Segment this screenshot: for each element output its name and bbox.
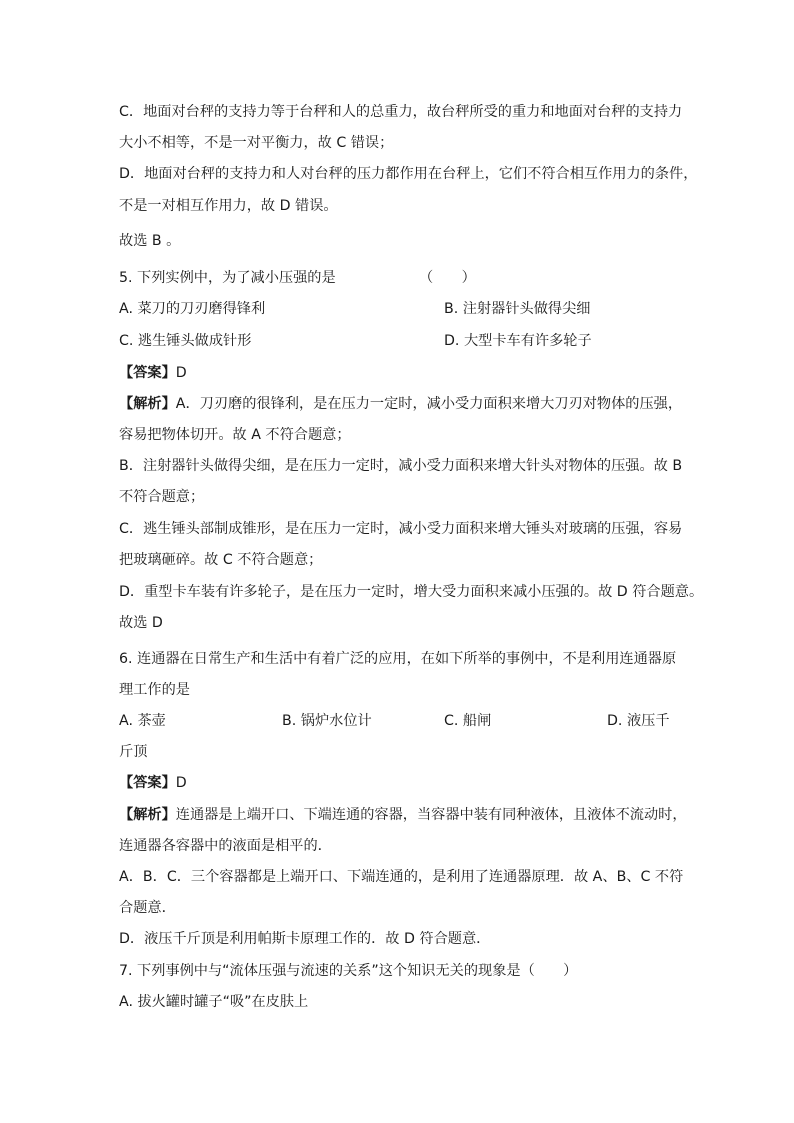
q4-analysis-c: C．地面对台秤的支持力等于台秤和人的总重力，故台秤所受的重力和地面对台秤的支持力 [119, 104, 683, 120]
q5-analysis-line: 容易把物体切开。故 A 不符合题意； [119, 427, 351, 443]
analysis-label: 【解析】 [119, 396, 176, 412]
q6-option-c: C. 船闸 [444, 713, 492, 729]
q5-answer [119, 364, 187, 382]
q4-analysis-d-cont: 不是一对相互作用力，故 D 错误。 [119, 198, 338, 214]
q6-analysis-line: D．液压千斤顶是利用帕斯卡原理工作的．故 D 符合题意． [119, 931, 491, 947]
q6-option-d: D. 液压千 [607, 713, 670, 729]
q5-option-a: A. 菜刀的刀刃磨得锋利 [119, 301, 266, 317]
q6-analysis-line [119, 806, 687, 824]
q5-analysis-line [119, 395, 682, 413]
q6-answer [119, 774, 187, 792]
q6-option-d-cont: 斤顶 [119, 744, 148, 760]
q5-analysis-line: 不符合题意； [119, 489, 205, 505]
answer-value: D [175, 775, 187, 791]
q5-option-c: C. 逃生锤头做成针形 [119, 333, 252, 349]
q4-conclusion: 故选 B 。 [119, 233, 181, 249]
answer-label: 【答案】 [119, 775, 176, 791]
answer-label: 【答案】 [119, 365, 176, 381]
q5-answer-paren: （ ） [419, 270, 476, 286]
q6-analysis-line: 合题意． [119, 900, 176, 916]
q6-question-cont: 理工作的是 [119, 682, 190, 698]
q6-option-b: B. 锅炉水位计 [282, 713, 372, 729]
q6-analysis-line: 连通器各容器中的液面是相平的． [119, 838, 332, 854]
q5-option-d: D. 大型卡车有许多轮子 [444, 333, 592, 349]
q7-question: 7. 下列事例中与“流体压强与流速的关系”这个知识无关的现象是（ ） [119, 963, 578, 979]
q5-conclusion: 故选 D [119, 615, 163, 631]
analysis-label: 【解析】 [119, 807, 176, 823]
q5-option-b: B. 注射器针头做得尖细 [444, 301, 591, 317]
q5-analysis-line: 把玻璃砸碎。故 C 不符合题意； [119, 552, 323, 568]
q6-option-a: A. 茶壶 [119, 713, 166, 729]
q4-analysis-c-cont: 大小不相等，不是一对平衡力，故 C 错误； [119, 135, 394, 151]
q5-analysis-line: D．重型卡车装有许多轮子，是在压力一定时，增大受力面积来减小压强的。故 D 符合题意。 [119, 584, 704, 600]
analysis-text: 连通器是上端开口、下端连通的容器，当容器中装有同种液体，且液体不流动时， [175, 807, 687, 823]
q5-analysis-line: C．逃生锤头部制成锥形，是在压力一定时，减小受力面积来增大锤头对玻璃的压强，容易 [119, 521, 683, 537]
analysis-text: A．刀刃磨的很锋利，是在压力一定时，减小受力面积来增大刀刃对物体的压强， [175, 396, 683, 412]
q6-analysis-line: A．B．C．三个容器都是上端开口、下端连通的，是利用了连通器原理．故 A、B、C 不符 [119, 869, 684, 885]
q7-option-a: A. 拔火罐时罐子“吸”在皮肤上 [119, 994, 309, 1010]
q5-analysis-line: B．注射器针头做得尖细，是在压力一定时，减小受力面积来增大针头对物体的压强。故 B [119, 458, 683, 474]
answer-value: D [175, 365, 187, 381]
q5-question: 5. 下列实例中，为了减小压强的是 [119, 270, 336, 286]
q4-analysis-d: D．地面对台秤的支持力和人对台秤的压力都作用在台秤上，它们不符合相互作用力的条件， [119, 166, 698, 182]
q6-question: 6. 连通器在日常生产和生活中有着广泛的应用，在如下所举的事例中，不是利用连通器原 [119, 651, 677, 667]
